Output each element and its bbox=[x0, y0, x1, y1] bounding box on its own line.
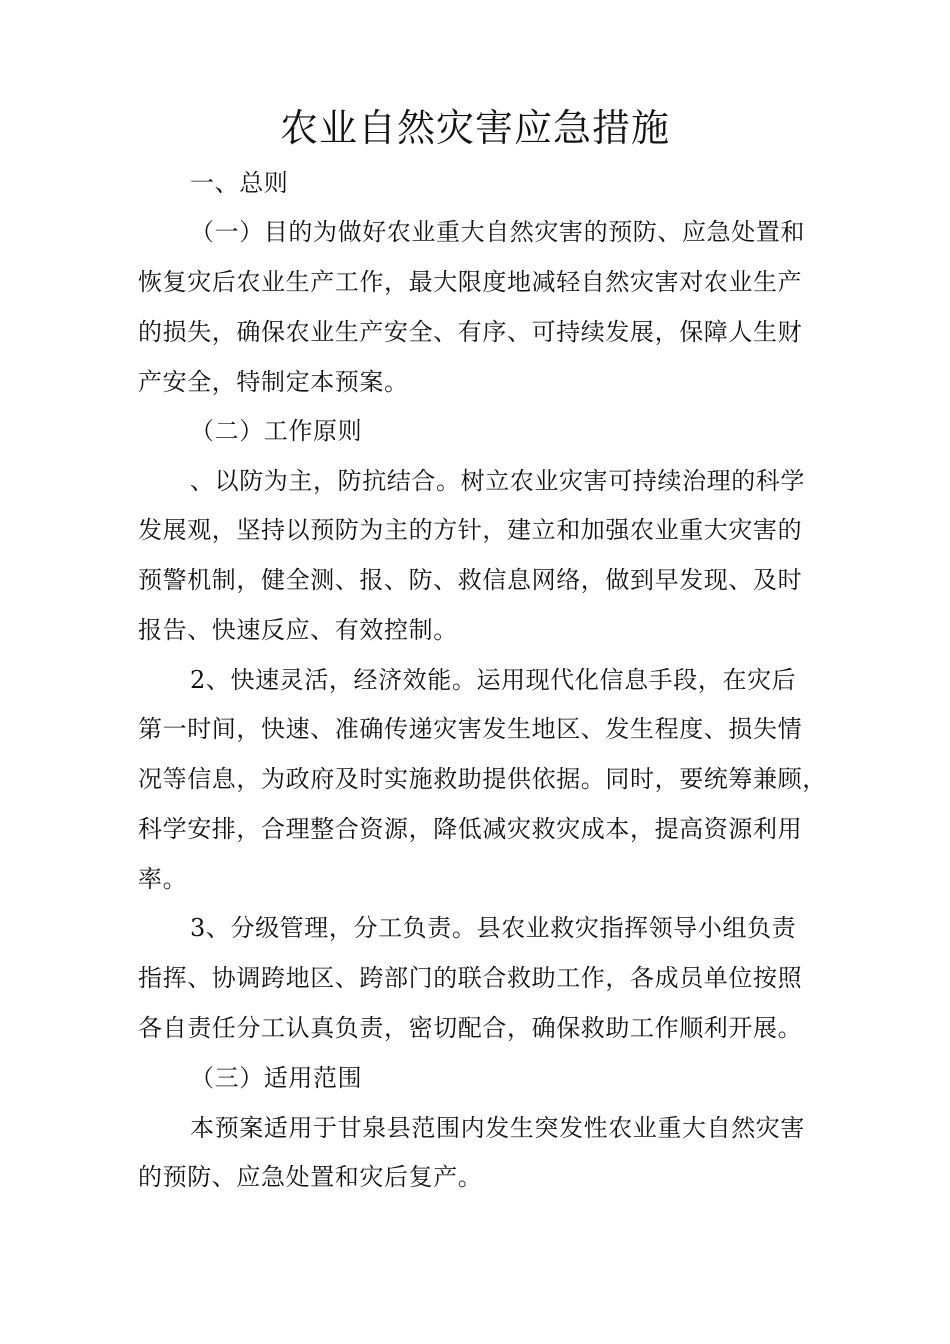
paragraph-principle-2-line-1: 2、快速灵活，经济效能。运用现代化信息手段，在灾后 bbox=[190, 666, 797, 694]
paragraph-principle-3-line-2: 指挥、协调跨地区、跨部门的联合救助工作，各成员单位按照 bbox=[138, 964, 803, 992]
heading-working-principles: （二）工作原则 bbox=[190, 417, 363, 445]
paragraph-principle-2-line-4: 科学安排，合理整合资源，降低减灾救灾成本，提高资源利用 bbox=[138, 815, 803, 843]
paragraph-scope-line-2: 的预防、应急处置和灾后复产。 bbox=[138, 1163, 483, 1191]
paragraph-principle-2-line-5: 率。 bbox=[138, 865, 188, 893]
paragraph-principle-1-line-2: 发展观，坚持以预防为主的方针，建立和加强农业重大灾害的 bbox=[138, 516, 803, 544]
paragraph-principle-3-line-3: 各自责任分工认真负责，密切配合，确保救助工作顺利开展。 bbox=[138, 1014, 803, 1042]
document-title: 农业自然灾害应急措施 bbox=[279, 106, 670, 150]
paragraph-purpose-line-4: 产安全，特制定本预案。 bbox=[138, 368, 409, 396]
paragraph-principle-1-line-4: 报告、快速反应、有效控制。 bbox=[138, 616, 458, 644]
paragraph-purpose-line-2: 恢复灾后农业生产工作，最大限度地减轻自然灾害对农业生产 bbox=[138, 268, 803, 296]
paragraph-principle-3-line-1: 3、分级管理，分工负责。县农业救灾指挥领导小组负责 bbox=[190, 914, 797, 942]
paragraph-principle-1-line-3: 预警机制，健全测、报、防、救信息网络，做到早发现、及时 bbox=[138, 566, 803, 594]
paragraph-scope-line-1: 本预案适用于甘泉县范围内发生突发性农业重大自然灾害 bbox=[190, 1114, 805, 1142]
paragraph-purpose-line-1: （一）目的为做好农业重大自然灾害的预防、应急处置和 bbox=[190, 218, 805, 246]
heading-general-provisions: 一、总则 bbox=[190, 169, 289, 197]
heading-scope: （三）适用范围 bbox=[190, 1064, 363, 1092]
paragraph-principle-2-line-3: 况等信息，为政府及时实施救助提供依据。同时，要统筹兼顾， bbox=[138, 765, 827, 793]
paragraph-principle-2-line-2: 第一时间，快速、准确传递灾害发生地区、发生程度、损失情 bbox=[138, 715, 803, 743]
paragraph-purpose-line-3: 的损失，确保农业生产安全、有序、可持续发展，保障人生财 bbox=[138, 318, 803, 346]
paragraph-principle-1-line-1: 、以防为主，防抗结合。树立农业灾害可持续治理的科学 bbox=[190, 467, 805, 495]
